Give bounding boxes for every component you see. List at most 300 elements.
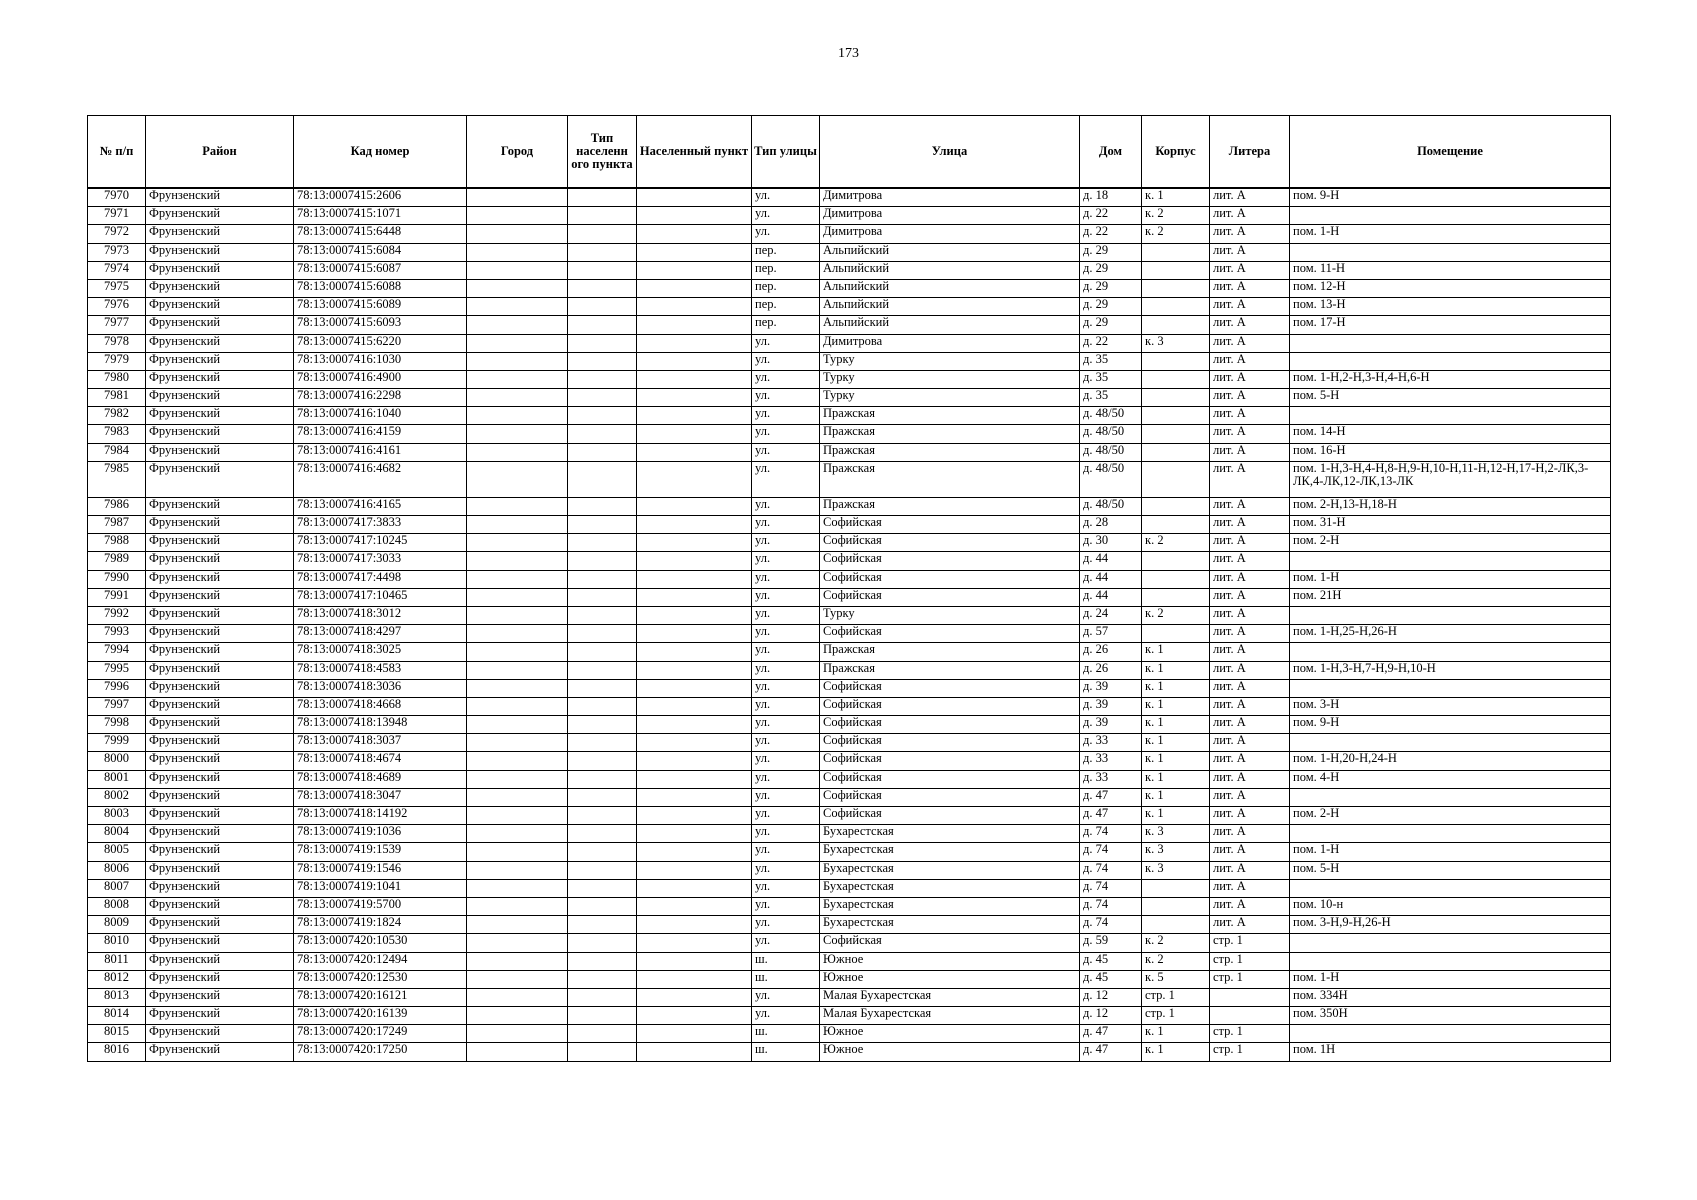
cell-col-settlement-type	[568, 643, 637, 661]
cell-col-house: д. 39	[1080, 697, 1142, 715]
cell-col-letter: стр. 1	[1210, 952, 1290, 970]
cell-col-city	[467, 188, 568, 207]
cell-col-cadastral: 78:13:0007419:1824	[294, 916, 467, 934]
cell-col-district: Фрунзенский	[146, 606, 294, 624]
table-row	[88, 697, 1611, 715]
cell-col-settlement	[637, 606, 752, 624]
cell-col-cadastral: 78:13:0007415:6089	[294, 298, 467, 316]
cell-col-settlement-type	[568, 825, 637, 843]
cell-col-district: Фрунзенский	[146, 570, 294, 588]
cell-col-house: д. 26	[1080, 643, 1142, 661]
table-row	[88, 1007, 1611, 1025]
cell-col-building	[1142, 552, 1210, 570]
cell-col-cadastral: 78:13:0007415:6088	[294, 279, 467, 297]
cell-col-settlement	[637, 679, 752, 697]
cell-col-premises: пом. 1-Н	[1290, 225, 1611, 243]
cell-col-letter: лит. А	[1210, 625, 1290, 643]
cell-col-district: Фрунзенский	[146, 1043, 294, 1061]
cell-col-settlement-type	[568, 1043, 637, 1061]
table-row	[88, 807, 1611, 825]
cell-col-letter: лит. А	[1210, 389, 1290, 407]
cell-col-number: 7975	[88, 279, 146, 297]
cell-col-settlement-type	[568, 461, 637, 497]
table-row	[88, 461, 1611, 497]
cell-col-premises: пом. 1-Н,25-Н,26-Н	[1290, 625, 1611, 643]
cell-col-house: д. 48/50	[1080, 461, 1142, 497]
cell-col-building: стр. 1	[1142, 1007, 1210, 1025]
cell-col-number: 7985	[88, 461, 146, 497]
header-col-settlement-type: Тип населенн ого пункта	[568, 116, 637, 189]
cell-col-city	[467, 298, 568, 316]
cell-col-street-type: ул.	[752, 570, 820, 588]
cell-col-street-type: ш.	[752, 970, 820, 988]
cell-col-street-type: ул.	[752, 643, 820, 661]
cell-col-city	[467, 534, 568, 552]
cell-col-street: Софийская	[820, 734, 1080, 752]
cell-col-letter: лит. А	[1210, 370, 1290, 388]
cell-col-house: д. 35	[1080, 352, 1142, 370]
cell-col-settlement-type	[568, 588, 637, 606]
cell-col-settlement-type	[568, 497, 637, 515]
cell-col-settlement-type	[568, 988, 637, 1006]
table-row	[88, 389, 1611, 407]
cell-col-premises: пом. 17-Н	[1290, 316, 1611, 334]
table-row	[88, 970, 1611, 988]
table-row	[88, 534, 1611, 552]
cell-col-street-type: ул.	[752, 352, 820, 370]
table-row	[88, 516, 1611, 534]
cell-col-premises	[1290, 825, 1611, 843]
cell-col-district: Фрунзенский	[146, 534, 294, 552]
cell-col-building	[1142, 588, 1210, 606]
cell-col-number: 7989	[88, 552, 146, 570]
cell-col-cadastral: 78:13:0007420:16139	[294, 1007, 467, 1025]
cell-col-city	[467, 1007, 568, 1025]
cell-col-settlement	[637, 497, 752, 515]
cell-col-district: Фрунзенский	[146, 697, 294, 715]
cell-col-street: Бухарестская	[820, 843, 1080, 861]
cell-col-settlement-type	[568, 1025, 637, 1043]
table-row	[88, 625, 1611, 643]
cell-col-settlement-type	[568, 334, 637, 352]
cell-col-building	[1142, 389, 1210, 407]
cell-col-street: Пражская	[820, 425, 1080, 443]
cell-col-building: к. 1	[1142, 188, 1210, 207]
cell-col-district: Фрунзенский	[146, 970, 294, 988]
cell-col-settlement-type	[568, 188, 637, 207]
cell-col-street-type: ул.	[752, 861, 820, 879]
cell-col-district: Фрунзенский	[146, 1025, 294, 1043]
cell-col-street: Южное	[820, 952, 1080, 970]
cell-col-settlement-type	[568, 425, 637, 443]
cell-col-street-type: ул.	[752, 679, 820, 697]
cell-col-cadastral: 78:13:0007418:14192	[294, 807, 467, 825]
cell-col-letter	[1210, 988, 1290, 1006]
cell-col-letter: лит. А	[1210, 316, 1290, 334]
cell-col-letter: лит. А	[1210, 734, 1290, 752]
cell-col-settlement-type	[568, 897, 637, 915]
table-row	[88, 952, 1611, 970]
cell-col-city	[467, 370, 568, 388]
cell-col-letter: лит. А	[1210, 643, 1290, 661]
cell-col-number: 7991	[88, 588, 146, 606]
cell-col-settlement-type	[568, 916, 637, 934]
cell-col-city	[467, 443, 568, 461]
cell-col-settlement-type	[568, 661, 637, 679]
cell-col-district: Фрунзенский	[146, 207, 294, 225]
cell-col-city	[467, 243, 568, 261]
cell-col-district: Фрунзенский	[146, 916, 294, 934]
cell-col-settlement	[637, 443, 752, 461]
cell-col-cadastral: 78:13:0007418:4674	[294, 752, 467, 770]
cell-col-settlement	[637, 661, 752, 679]
cell-col-cadastral: 78:13:0007415:1071	[294, 207, 467, 225]
cell-col-number: 7987	[88, 516, 146, 534]
table-row	[88, 716, 1611, 734]
cell-col-number: 7992	[88, 606, 146, 624]
cell-col-premises: пом. 9-Н	[1290, 188, 1611, 207]
header-col-street: Улица	[820, 116, 1080, 189]
cell-col-street: Софийская	[820, 697, 1080, 715]
cell-col-letter: лит. А	[1210, 661, 1290, 679]
cell-col-district: Фрунзенский	[146, 588, 294, 606]
cell-col-city	[467, 716, 568, 734]
cell-col-settlement	[637, 1025, 752, 1043]
cell-col-city	[467, 570, 568, 588]
cell-col-city	[467, 879, 568, 897]
cell-col-street: Софийская	[820, 552, 1080, 570]
cell-col-letter: лит. А	[1210, 697, 1290, 715]
cell-col-house: д. 29	[1080, 261, 1142, 279]
cell-col-street: Пражская	[820, 497, 1080, 515]
cell-col-number: 8002	[88, 788, 146, 806]
cell-col-street: Турку	[820, 352, 1080, 370]
cell-col-premises	[1290, 407, 1611, 425]
cell-col-building: к. 1	[1142, 770, 1210, 788]
cell-col-house: д. 35	[1080, 370, 1142, 388]
cell-col-building	[1142, 261, 1210, 279]
cell-col-city	[467, 461, 568, 497]
cell-col-house: д. 29	[1080, 316, 1142, 334]
cell-col-building	[1142, 461, 1210, 497]
cell-col-street: Турку	[820, 370, 1080, 388]
cell-col-premises	[1290, 243, 1611, 261]
cell-col-house: д. 45	[1080, 952, 1142, 970]
cell-col-number: 7976	[88, 298, 146, 316]
cell-col-number: 7990	[88, 570, 146, 588]
cell-col-settlement	[637, 825, 752, 843]
cell-col-settlement	[637, 407, 752, 425]
cell-col-settlement-type	[568, 407, 637, 425]
cell-col-city	[467, 625, 568, 643]
cell-col-street-type: ш.	[752, 1043, 820, 1061]
cell-col-house: д. 30	[1080, 534, 1142, 552]
cell-col-district: Фрунзенский	[146, 988, 294, 1006]
cell-col-settlement	[637, 352, 752, 370]
cell-col-letter: лит. А	[1210, 188, 1290, 207]
cell-col-number: 8012	[88, 970, 146, 988]
cell-col-street: Малая Бухарестская	[820, 1007, 1080, 1025]
cell-col-letter: лит. А	[1210, 497, 1290, 515]
cell-col-street: Димитрова	[820, 334, 1080, 352]
cell-col-cadastral: 78:13:0007417:4498	[294, 570, 467, 588]
cell-col-house: д. 48/50	[1080, 497, 1142, 515]
cell-col-cadastral: 78:13:0007415:6220	[294, 334, 467, 352]
cell-col-building	[1142, 443, 1210, 461]
cell-col-district: Фрунзенский	[146, 188, 294, 207]
cell-col-street: Димитрова	[820, 225, 1080, 243]
cell-col-house: д. 47	[1080, 1025, 1142, 1043]
cell-col-premises	[1290, 552, 1611, 570]
cell-col-cadastral: 78:13:0007418:3025	[294, 643, 467, 661]
cell-col-building: к. 3	[1142, 825, 1210, 843]
cell-col-settlement	[637, 788, 752, 806]
header-row	[88, 116, 1611, 189]
cell-col-district: Фрунзенский	[146, 497, 294, 515]
cell-col-settlement-type	[568, 861, 637, 879]
table-row	[88, 916, 1611, 934]
cell-col-settlement	[637, 534, 752, 552]
cell-col-city	[467, 497, 568, 515]
cell-col-cadastral: 78:13:0007418:4583	[294, 661, 467, 679]
cell-col-letter: стр. 1	[1210, 1025, 1290, 1043]
cell-col-premises: пом. 350Н	[1290, 1007, 1611, 1025]
cell-col-street: Димитрова	[820, 188, 1080, 207]
cell-col-settlement	[637, 316, 752, 334]
cell-col-settlement	[637, 934, 752, 952]
table-row	[88, 570, 1611, 588]
cell-col-district: Фрунзенский	[146, 461, 294, 497]
cell-col-city	[467, 752, 568, 770]
table-row	[88, 352, 1611, 370]
cell-col-street: Софийская	[820, 934, 1080, 952]
cell-col-settlement-type	[568, 243, 637, 261]
cell-col-settlement	[637, 298, 752, 316]
cell-col-settlement	[637, 588, 752, 606]
cell-col-settlement	[637, 516, 752, 534]
cell-col-street-type: пер.	[752, 298, 820, 316]
cell-col-premises: пом. 1-Н,2-Н,3-Н,4-Н,6-Н	[1290, 370, 1611, 388]
table-row	[88, 334, 1611, 352]
cell-col-street-type: ул.	[752, 443, 820, 461]
cell-col-premises: пом. 13-Н	[1290, 298, 1611, 316]
cell-col-street: Софийская	[820, 752, 1080, 770]
cell-col-settlement-type	[568, 734, 637, 752]
cell-col-cadastral: 78:13:0007416:4682	[294, 461, 467, 497]
cell-col-number: 7977	[88, 316, 146, 334]
cell-col-district: Фрунзенский	[146, 261, 294, 279]
cell-col-building: к. 1	[1142, 716, 1210, 734]
cell-col-city	[467, 807, 568, 825]
cell-col-premises: пом. 5-Н	[1290, 389, 1611, 407]
cell-col-city	[467, 861, 568, 879]
cell-col-district: Фрунзенский	[146, 716, 294, 734]
cell-col-street: Бухарестская	[820, 879, 1080, 897]
cell-col-number: 8014	[88, 1007, 146, 1025]
cell-col-district: Фрунзенский	[146, 934, 294, 952]
cell-col-street: Альпийский	[820, 316, 1080, 334]
cell-col-district: Фрунзенский	[146, 788, 294, 806]
table-row	[88, 443, 1611, 461]
table-row	[88, 679, 1611, 697]
cell-col-street: Софийская	[820, 788, 1080, 806]
cell-col-cadastral: 78:13:0007416:1030	[294, 352, 467, 370]
cell-col-district: Фрунзенский	[146, 843, 294, 861]
cell-col-letter: лит. А	[1210, 606, 1290, 624]
cell-col-premises: пом. 1-Н	[1290, 970, 1611, 988]
cell-col-building: к. 1	[1142, 661, 1210, 679]
cell-col-building	[1142, 897, 1210, 915]
cell-col-settlement	[637, 897, 752, 915]
cell-col-premises: пом. 11-Н	[1290, 261, 1611, 279]
cell-col-letter: лит. А	[1210, 279, 1290, 297]
cell-col-district: Фрунзенский	[146, 552, 294, 570]
cell-col-building: к. 2	[1142, 207, 1210, 225]
cell-col-number: 8008	[88, 897, 146, 915]
cell-col-premises	[1290, 788, 1611, 806]
cell-col-building: к. 2	[1142, 606, 1210, 624]
cell-col-district: Фрунзенский	[146, 861, 294, 879]
cell-col-settlement-type	[568, 807, 637, 825]
cell-col-settlement	[637, 370, 752, 388]
cell-col-cadastral: 78:13:0007418:13948	[294, 716, 467, 734]
cell-col-letter: лит. А	[1210, 770, 1290, 788]
cell-col-street-type: ул.	[752, 606, 820, 624]
cell-col-letter: лит. А	[1210, 679, 1290, 697]
cell-col-settlement-type	[568, 770, 637, 788]
cell-col-city	[467, 952, 568, 970]
cell-col-street-type: ул.	[752, 334, 820, 352]
cell-col-street-type: ул.	[752, 734, 820, 752]
cell-col-house: д. 74	[1080, 879, 1142, 897]
cell-col-letter: лит. А	[1210, 716, 1290, 734]
cell-col-premises: пом. 1-Н,3-Н,4-Н,8-Н,9-Н,10-Н,11-Н,12-Н,17-Н,2-ЛК,3-ЛК,4-ЛК,12-ЛК,13-ЛК	[1290, 461, 1611, 497]
header-col-premises: Помещение	[1290, 116, 1611, 189]
cell-col-number: 7997	[88, 697, 146, 715]
table-header	[88, 116, 1611, 189]
cell-col-number: 7979	[88, 352, 146, 370]
cell-col-house: д. 45	[1080, 970, 1142, 988]
cell-col-street: Южное	[820, 1043, 1080, 1061]
cell-col-street-type: ул.	[752, 825, 820, 843]
cell-col-street-type: ул.	[752, 534, 820, 552]
cell-col-district: Фрунзенский	[146, 516, 294, 534]
cell-col-street-type: ул.	[752, 807, 820, 825]
cell-col-street-type: ул.	[752, 934, 820, 952]
cell-col-number: 8003	[88, 807, 146, 825]
cell-col-settlement-type	[568, 261, 637, 279]
cell-col-number: 7974	[88, 261, 146, 279]
cell-col-settlement-type	[568, 552, 637, 570]
cell-col-building: к. 2	[1142, 952, 1210, 970]
cell-col-cadastral: 78:13:0007418:4668	[294, 697, 467, 715]
cell-col-house: д. 12	[1080, 1007, 1142, 1025]
cell-col-number: 7999	[88, 734, 146, 752]
cell-col-street-type: пер.	[752, 316, 820, 334]
cell-col-city	[467, 389, 568, 407]
cell-col-building: к. 1	[1142, 697, 1210, 715]
cell-col-settlement-type	[568, 934, 637, 952]
cell-col-district: Фрунзенский	[146, 243, 294, 261]
cell-col-letter: лит. А	[1210, 534, 1290, 552]
cell-col-building: к. 1	[1142, 1043, 1210, 1061]
cell-col-city	[467, 934, 568, 952]
cell-col-house: д. 24	[1080, 606, 1142, 624]
cell-col-cadastral: 78:13:0007417:10245	[294, 534, 467, 552]
cell-col-city	[467, 334, 568, 352]
cell-col-street-type: ш.	[752, 952, 820, 970]
cell-col-settlement	[637, 988, 752, 1006]
cell-col-street: Бухарестская	[820, 916, 1080, 934]
cell-col-house: д. 18	[1080, 188, 1142, 207]
table-row	[88, 1025, 1611, 1043]
cell-col-street: Софийская	[820, 625, 1080, 643]
cell-col-settlement	[637, 261, 752, 279]
cell-col-settlement-type	[568, 679, 637, 697]
cell-col-district: Фрунзенский	[146, 661, 294, 679]
cell-col-letter: стр. 1	[1210, 970, 1290, 988]
cell-col-settlement	[637, 334, 752, 352]
cell-col-street: Софийская	[820, 679, 1080, 697]
cell-col-premises: пом. 1-Н,20-Н,24-Н	[1290, 752, 1611, 770]
cell-col-city	[467, 788, 568, 806]
cell-col-building: к. 3	[1142, 334, 1210, 352]
cell-col-settlement-type	[568, 389, 637, 407]
cell-col-city	[467, 1043, 568, 1061]
cell-col-letter: лит. А	[1210, 443, 1290, 461]
cell-col-settlement	[637, 843, 752, 861]
cell-col-street-type: ул.	[752, 552, 820, 570]
table-row	[88, 861, 1611, 879]
cell-col-premises	[1290, 606, 1611, 624]
cell-col-district: Фрунзенский	[146, 807, 294, 825]
cell-col-settlement	[637, 770, 752, 788]
cell-col-letter: лит. А	[1210, 461, 1290, 497]
cell-col-premises: пом. 3-Н,9-Н,26-Н	[1290, 916, 1611, 934]
cell-col-city	[467, 897, 568, 915]
cell-col-street: Софийская	[820, 516, 1080, 534]
cell-col-premises: пом. 31-Н	[1290, 516, 1611, 534]
cell-col-street: Альпийский	[820, 279, 1080, 297]
cell-col-cadastral: 78:13:0007416:2298	[294, 389, 467, 407]
table-row	[88, 225, 1611, 243]
cell-col-settlement	[637, 716, 752, 734]
cell-col-building: к. 5	[1142, 970, 1210, 988]
cell-col-letter: лит. А	[1210, 861, 1290, 879]
cell-col-house: д. 29	[1080, 243, 1142, 261]
cell-col-street-type: ул.	[752, 697, 820, 715]
cell-col-street-type: ул.	[752, 752, 820, 770]
cell-col-cadastral: 78:13:0007416:4161	[294, 443, 467, 461]
cell-col-number: 7994	[88, 643, 146, 661]
cell-col-settlement	[637, 570, 752, 588]
cell-col-settlement-type	[568, 370, 637, 388]
cell-col-premises: пом. 10-н	[1290, 897, 1611, 915]
cell-col-cadastral: 78:13:0007416:4165	[294, 497, 467, 515]
cell-col-city	[467, 352, 568, 370]
cell-col-house: д. 47	[1080, 788, 1142, 806]
cell-col-cadastral: 78:13:0007420:10530	[294, 934, 467, 952]
cell-col-house: д. 74	[1080, 843, 1142, 861]
cell-col-city	[467, 261, 568, 279]
header-col-street-type: Тип улицы	[752, 116, 820, 189]
cell-col-building	[1142, 316, 1210, 334]
cell-col-settlement-type	[568, 697, 637, 715]
cell-col-cadastral: 78:13:0007420:16121	[294, 988, 467, 1006]
table-row	[88, 552, 1611, 570]
cell-col-settlement-type	[568, 716, 637, 734]
cell-col-settlement	[637, 861, 752, 879]
